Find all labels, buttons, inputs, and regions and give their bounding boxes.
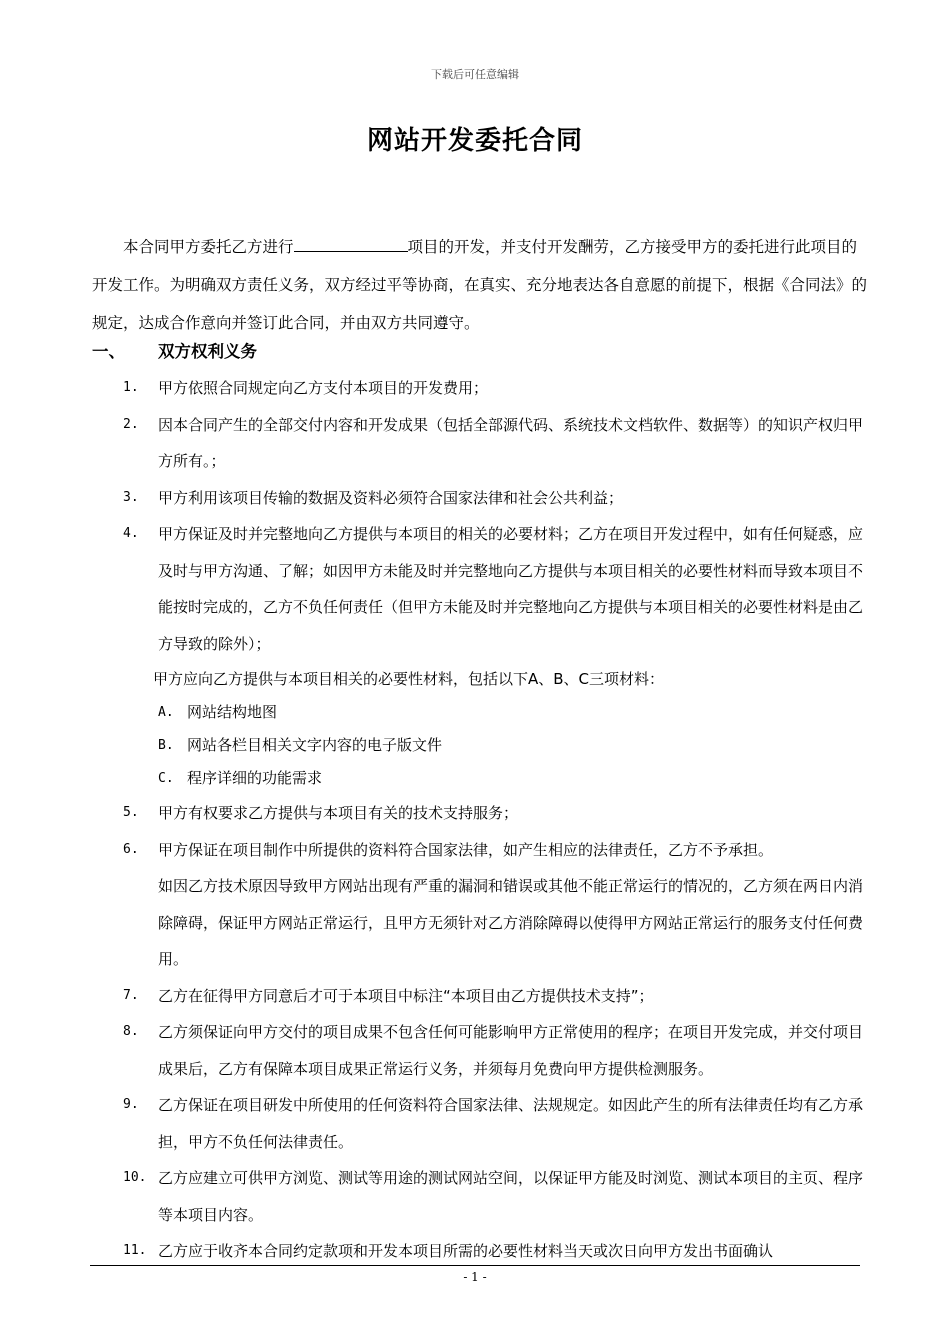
section-title: 双方权利义务 bbox=[158, 342, 257, 361]
list-item-5 bbox=[92, 795, 872, 832]
item-text: 甲方有权要求乙方提供与本项目有关的技术支持服务； bbox=[158, 804, 519, 822]
sub-item-text: 程序详细的功能需求 bbox=[187, 769, 323, 787]
item-text: 乙方须保证向甲方交付的项目成果不包含任何可能影响甲方正常使用的程序；在项目开发完成，并交付项目成果后，乙方有保障本项目成果正常运行义务，并须每月免费向甲方提供检测服务。 bbox=[158, 1023, 864, 1078]
sub-item-label: A. bbox=[158, 705, 174, 720]
item-text: 甲方保证及时并完整地向乙方提供与本项目的相关的必要材料；乙方在项目开发过程中，如有任何疑惑，应及时与甲方沟通、了解；如因甲方未能及时并完整地向乙方提供与本项目相关的必要性材料而导致本项目不能按时完成的，乙方不负任何责任（但甲方未能及时并完整地向乙方提供与本项目相关的必要性材料是由乙方导致的除外）； bbox=[158, 525, 864, 653]
item-number: 11. bbox=[123, 1243, 147, 1258]
item-number: 10. bbox=[123, 1170, 147, 1185]
obligations-list bbox=[92, 370, 872, 1270]
item-number: 8. bbox=[123, 1024, 139, 1039]
sub-item-c bbox=[92, 762, 872, 795]
item-text: 乙方应建立可供甲方浏览、测试等用途的测试网站空间，以保证甲方能及时浏览、测试本项目的主页、程序等本项目内容。 bbox=[158, 1169, 864, 1224]
item-number: 2. bbox=[123, 416, 139, 432]
item-text: 甲方利用该项目传输的数据及资料必须符合国家法律和社会公共利益； bbox=[158, 488, 624, 507]
list-item-6 bbox=[92, 832, 872, 869]
sub-item-b bbox=[92, 729, 872, 762]
sub-item-label: C. bbox=[158, 771, 174, 786]
intro-text-after: 项目的开发，并支付开发酬劳，乙方接受甲方的委托进行此项目的开发工作。为明确双方责任义务，双方经过平等协商，在真实、充分地表达各自意愿的前提下，根据《合同法》的规定，达成合作意向并签订此合同，并由双方共同遵守。 bbox=[92, 238, 868, 332]
sub-item-label: B. bbox=[158, 738, 174, 753]
sub-item-text: 网站结构地图 bbox=[187, 703, 278, 721]
item-6-extra-text: 如因乙方技术原因导致甲方网站出现有严重的漏洞和错误或其他不能正常运行的情况的，乙方须在两日内消除障碍，保证甲方网站正常运行，且甲方无须针对乙方消除障碍以使得甲方网站正常运行的服务支付任何费用。 bbox=[158, 877, 864, 968]
section-heading bbox=[92, 338, 257, 362]
item-number: 5. bbox=[123, 805, 139, 820]
list-item-7 bbox=[92, 978, 872, 1015]
document-title: 网站开发委托合同 bbox=[366, 126, 583, 156]
list-item-1 bbox=[92, 370, 872, 407]
item-text: 因本合同产生的全部交付内容和开发成果（包括全部源代码、系统技术文档软件、数据等）的知识产权归甲方所有。； bbox=[158, 415, 864, 470]
item-4-materials-paragraph: 甲方应向乙方提供与本项目相关的必要性材料，包括以下A、B、C三项材料： bbox=[153, 670, 665, 688]
list-item-8 bbox=[92, 1014, 872, 1087]
section-number: 一、 bbox=[92, 342, 125, 361]
page-number: - 1 - bbox=[463, 1270, 487, 1284]
list-item-4 bbox=[92, 516, 872, 662]
header-note: 下载后可任意编辑 bbox=[431, 68, 519, 81]
item-number: 9. bbox=[123, 1097, 139, 1112]
item-number: 3. bbox=[123, 489, 139, 505]
item-number: 6. bbox=[123, 841, 139, 857]
item-number: 1. bbox=[123, 380, 139, 395]
project-name-blank bbox=[294, 233, 408, 252]
item-number: 7. bbox=[123, 987, 139, 1003]
intro-paragraph bbox=[92, 228, 872, 342]
footer-rule bbox=[90, 1265, 860, 1266]
sub-item-a bbox=[92, 696, 872, 729]
item-text: 甲方依照合同规定向乙方支付本项目的开发费用； bbox=[158, 379, 489, 397]
item-text: 乙方应于收齐本合同约定款项和开发本项目所需的必要性材料当天或次日向甲方发出书面确认 bbox=[158, 1242, 774, 1260]
list-item-9 bbox=[92, 1087, 872, 1160]
sub-item-text: 网站各栏目相关文字内容的电子版文件 bbox=[187, 736, 443, 754]
item-text: 乙方在征得甲方同意后才可于本项目中标注“本项目由乙方提供技术支持”； bbox=[158, 986, 654, 1005]
list-item-3 bbox=[92, 480, 872, 517]
intro-text-before: 本合同甲方委托乙方进行 bbox=[123, 238, 294, 256]
item-6-continuation bbox=[92, 868, 872, 978]
item-number: 4. bbox=[123, 526, 139, 541]
list-item-10 bbox=[92, 1160, 872, 1233]
list-item-2 bbox=[92, 407, 872, 480]
item-text: 乙方保证在项目研发中所使用的任何资料符合国家法律、法规规定。如因此产生的所有法律责任均有乙方承担，甲方不负任何法律责任。 bbox=[158, 1096, 864, 1151]
item-text: 甲方保证在项目制作中所提供的资料符合国家法律，如产生相应的法律责任，乙方不予承担。 bbox=[158, 840, 774, 859]
